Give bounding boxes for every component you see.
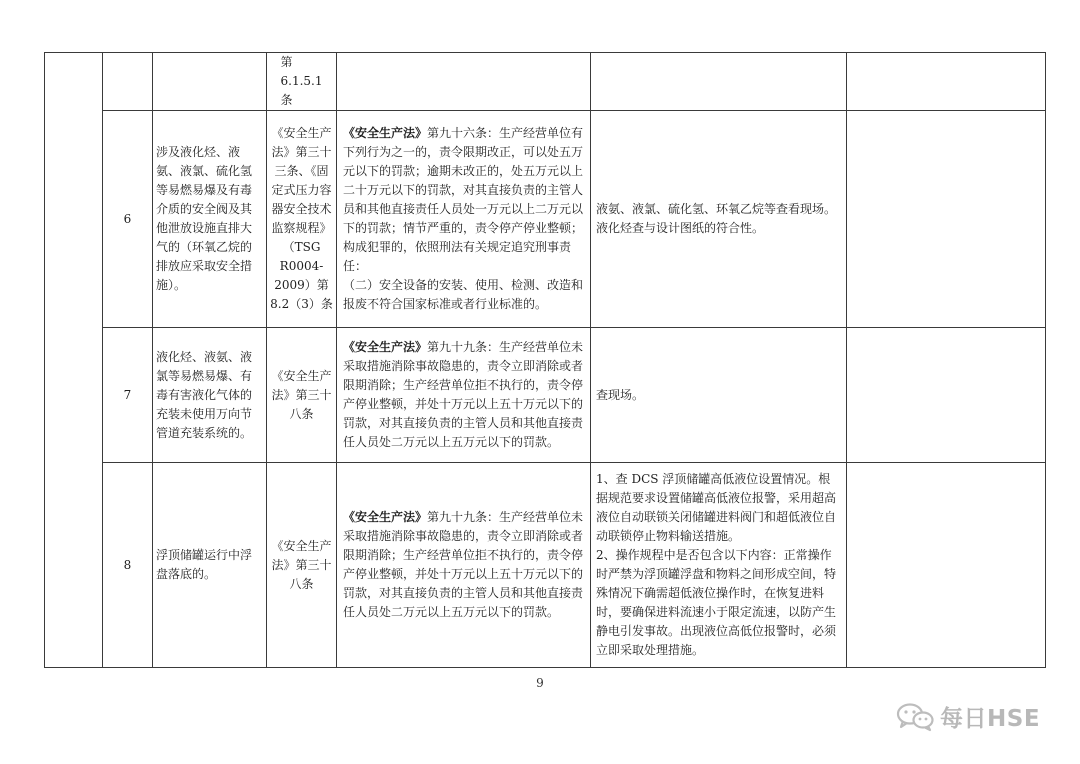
penalty-clause	[337, 53, 591, 111]
hazard-description: 浮顶储罐运行中浮盘落底的。	[153, 463, 267, 668]
row-number: 6	[103, 111, 153, 328]
table-row	[45, 328, 1046, 463]
table-row	[45, 463, 1046, 668]
legal-basis: 《安全生产法》第三十八条	[267, 328, 337, 463]
remark-cell	[847, 328, 1046, 463]
hazard-description	[153, 53, 267, 111]
row-number: 7	[103, 328, 153, 463]
page-number: 9	[536, 676, 544, 690]
penalty-law-label: 《安全生产法》	[343, 126, 428, 140]
legal-basis	[267, 53, 337, 111]
check-method: 查现场。	[591, 328, 847, 463]
remark-cell	[847, 53, 1046, 111]
check-method	[591, 53, 847, 111]
penalty-law-label: 《安全生产法》	[343, 510, 428, 524]
penalty-clause	[337, 463, 591, 668]
penalty-clause	[337, 111, 591, 328]
penalty-text: 第九十九条：生产经营单位未采取措施消除事故隐患的，责令立即消除或者限期消除；生产经营单位拒不执行的，责令停产停业整顿，并处十万元以上五十万元以下的罚款，对其直接负责的主管人员和其他直接责任人员处二万元以上五万元以下的罚款。	[343, 340, 584, 449]
wechat-icon	[896, 702, 934, 732]
penalty-text: 第九十九条：生产经营单位未采取措施消除事故隐患的，责令立即消除或者限期消除；生产经营单位拒不执行的，责令停产停业整顿，并处十万元以上五十万元以下的罚款，对其直接负责的主管人员和其他直接责任人员处二万元以上五万元以下的罚款。	[343, 510, 584, 619]
legal-basis: 《安全生产法》第三十三条、《固定式压力容器安全技术监察规程》（TSG R0004-2009）第8.2（3）条	[267, 111, 337, 328]
check-method: 液氨、液氯、硫化氢、环氧乙烷等查看现场。 液化烃查与设计图纸的符合性。	[591, 111, 847, 328]
check-method: 1、查 DCS 浮顶储罐高低液位设置情况。根据规范要求设置储罐高低液位报警，采用超高液位自动联锁关闭储罐进料阀门和超低液位自动联锁停止物料输送措施。 2、操作规程中是否包含以下内容：正常操作时严禁为浮顶罐浮盘和物料之间形成空间，特殊情况下确需超低液位操作时，在恢复进料时，要确保进料流速小于限定流速，以防产生静电引发事故。出现液位高低位报警时，必须立即采取处理措施。	[591, 463, 847, 668]
table-row	[45, 111, 1046, 328]
row-number	[103, 53, 153, 111]
penalty-law-label: 《安全生产法》	[343, 340, 428, 354]
watermark-text: 每日HSE	[940, 706, 1041, 732]
legal-basis-text: 第 6.1.5.1 条	[280, 55, 323, 107]
remark-cell	[847, 111, 1046, 328]
row-number: 8	[103, 463, 153, 668]
penalty-text: 第九十六条：生产经营单位有下列行为之一的，责令限期改正，可以处五万元以下的罚款；逾期未改正的，处五万元以上二十万元以下的罚款，对其直接负责的主管人员和其他直接责任人员处一万元以上二万元以下的罚款；情节严重的，责令停产停业整顿；构成犯罪的，依照刑法有关规定追究刑事责任： （二）安全设备的安装、使用、检测、改造和报废不符合国家标准或者行业标准的。	[343, 126, 584, 311]
watermark	[896, 700, 1040, 733]
hazard-standards-table	[44, 52, 1046, 668]
hazard-description: 涉及液化烃、液氨、液氯、硫化氢等易燃易爆及有毒介质的安全阀及其他泄放设施直排大气的（环氧乙烷的排放应采取安全措施）。	[153, 111, 267, 328]
category-cell	[45, 53, 103, 668]
remark-cell	[847, 463, 1046, 668]
table-row	[45, 53, 1046, 111]
legal-basis: 《安全生产法》第三十八条	[267, 463, 337, 668]
penalty-clause	[337, 328, 591, 463]
hazard-description: 液化烃、液氨、液氯等易燃易爆、有毒有害液化气体的充装未使用万向节管道充装系统的。	[153, 328, 267, 463]
